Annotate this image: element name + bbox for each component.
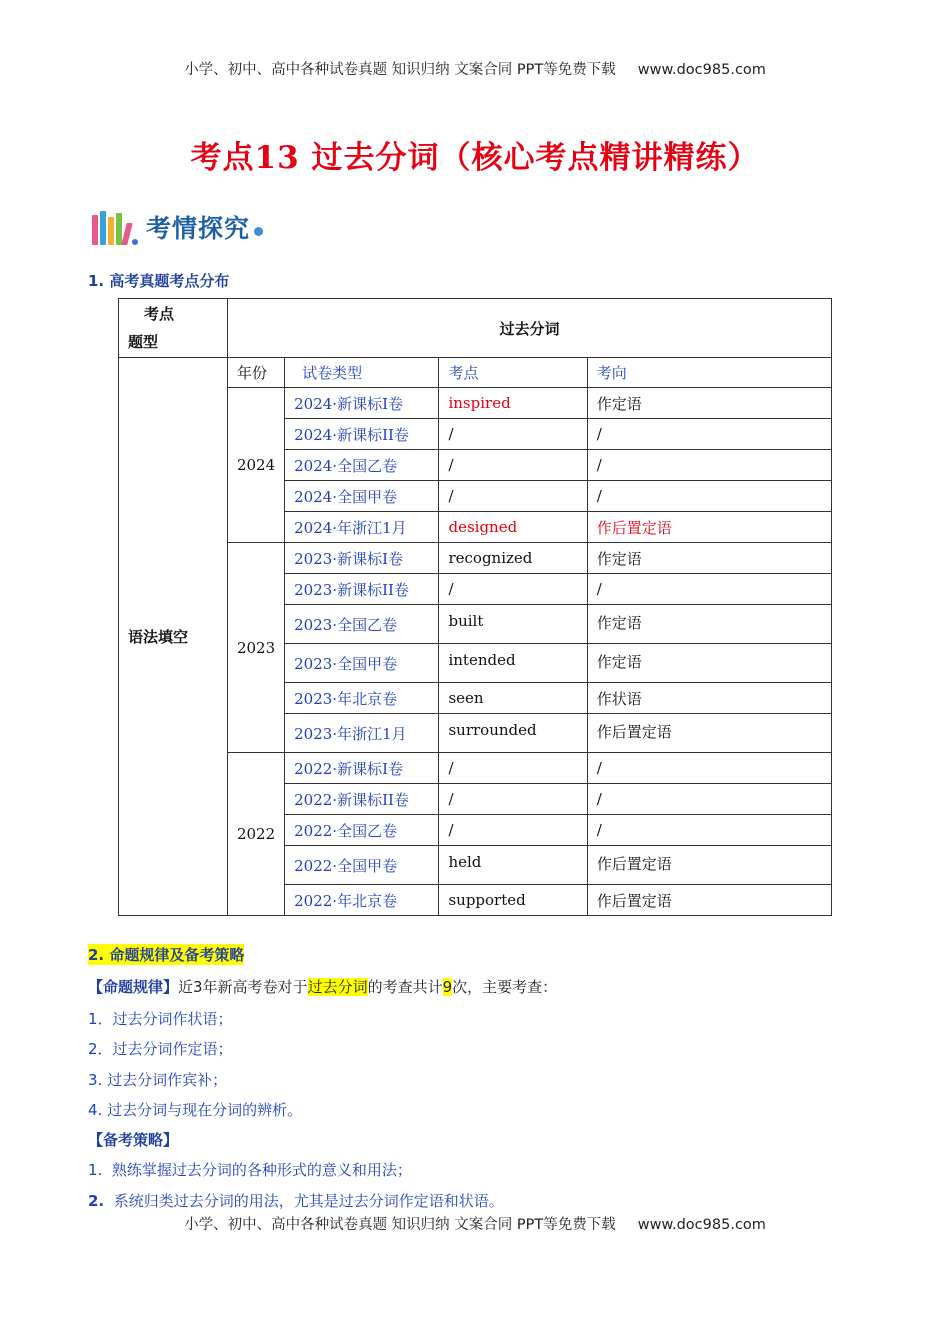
footer-text: 小学、初中、高中各种试卷真题 知识归纳 文案合同 PPT等免费下载 (184, 1217, 616, 1233)
paper-type-cell: 2023·年浙江1月 (285, 714, 439, 753)
column-header: 年份 (227, 358, 284, 388)
test-direction-cell: / (587, 481, 831, 512)
test-direction-cell: 作定语 (587, 644, 831, 683)
section-badge (92, 205, 263, 249)
year-cell: 2023 (227, 543, 284, 753)
main-header-cell: 过去分词 (227, 299, 831, 358)
year-cell: 2024 (227, 388, 284, 543)
test-direction-cell: / (587, 784, 831, 815)
page-header (0, 58, 950, 79)
strategy-item (88, 1159, 412, 1180)
test-direction-cell: / (587, 753, 831, 784)
paper-type-cell: 2022·新课标I卷 (285, 753, 439, 784)
paper-type-cell: 2024·年浙江1月 (285, 512, 439, 543)
paper-type-cell: 2023·新课标II卷 (285, 574, 439, 605)
section2-heading: 2. 命题规律及备考策略 (88, 946, 245, 964)
test-direction-cell: 作定语 (587, 605, 831, 644)
column-header: 考向 (587, 358, 831, 388)
test-point-cell: / (439, 450, 587, 481)
paper-type-cell: 2022·全国甲卷 (285, 846, 439, 885)
test-direction-cell: 作后置定语 (587, 512, 831, 543)
header-site-link[interactable]: www.doc985.com (637, 62, 766, 78)
column-header: 试卷类型 (285, 358, 439, 388)
rule-label: 【命题规律】 (88, 978, 179, 996)
strategy-label-text: 【备考策略】 (88, 1131, 179, 1149)
corner-header-cell (119, 299, 228, 358)
corner-bottom-label: 题型 (128, 333, 159, 351)
test-point-cell: held (439, 846, 587, 885)
rule-paragraph (88, 976, 557, 997)
test-direction-cell: / (587, 815, 831, 846)
strategy-label (88, 1129, 178, 1150)
rule-item: 1．过去分词作状语； (88, 1010, 233, 1028)
test-direction-cell: / (587, 419, 831, 450)
books-icon (92, 209, 140, 245)
page-footer (0, 1213, 950, 1234)
column-header: 考点 (439, 358, 587, 388)
rule-post: 次，主要考查： (452, 978, 558, 996)
paper-type-cell: 2022·新课标II卷 (285, 784, 439, 815)
test-point-cell: seen (439, 683, 587, 714)
strategy-item-text: 系统归类过去分词的用法，尤其是过去分词作定语和状语。 (113, 1192, 504, 1210)
test-point-cell: / (439, 753, 587, 784)
page-title: 考点13 过去分词（核心考点精讲精练） (190, 140, 760, 176)
paper-type-cell: 2022·年北京卷 (285, 885, 439, 916)
rule-item: 3. 过去分词作宾补； (88, 1071, 228, 1089)
test-point-cell: / (439, 481, 587, 512)
test-point-cell: inspired (439, 388, 587, 419)
strategy-item (88, 1190, 504, 1211)
test-point-cell: / (439, 784, 587, 815)
test-direction-cell: 作后置定语 (587, 846, 831, 885)
paper-type-cell: 2023·年北京卷 (285, 683, 439, 714)
test-point-cell: intended (439, 644, 587, 683)
badge-dot-icon (254, 227, 263, 236)
badge-label: 考情探究 (146, 214, 251, 243)
test-point-cell: recognized (439, 543, 587, 574)
strategy-item-text: 熟练掌握过去分词的各种形式的意义和用法； (111, 1161, 412, 1179)
row-header-cell: 语法填空 (119, 358, 228, 916)
corner-top-label: 考点 (144, 305, 175, 323)
rule-item: 4. 过去分词与现在分词的辨析。 (88, 1101, 303, 1119)
test-point-cell: / (439, 574, 587, 605)
test-direction-cell: 作后置定语 (587, 885, 831, 916)
test-point-cell: / (439, 815, 587, 846)
strategy-item-num: 1. (88, 1161, 103, 1179)
test-point-cell: / (439, 419, 587, 450)
strategy-item-num: 2. (88, 1192, 105, 1210)
test-point-cell: built (439, 605, 587, 644)
section1-heading: 1. 高考真题考点分布 (88, 272, 230, 290)
test-direction-cell: 作后置定语 (587, 714, 831, 753)
rule-pre: 近3年新高考卷对于 (178, 978, 308, 996)
rule-item: 2．过去分词作定语； (88, 1040, 233, 1058)
paper-type-cell: 2023·新课标I卷 (285, 543, 439, 574)
header-text: 小学、初中、高中各种试卷真题 知识归纳 文案合同 PPT等免费下载 (184, 62, 616, 78)
rule-highlight: 过去分词 (307, 978, 368, 996)
paper-type-cell: 2022·全国乙卷 (285, 815, 439, 846)
paper-type-cell: 2024·新课标I卷 (285, 388, 439, 419)
year-cell: 2022 (227, 753, 284, 916)
test-direction-cell: 作定语 (587, 388, 831, 419)
column-header-row (119, 358, 832, 388)
test-point-cell: designed (439, 512, 587, 543)
test-point-cell: surrounded (439, 714, 587, 753)
rule-count: 9 (442, 978, 453, 996)
paper-type-cell: 2024·新课标II卷 (285, 419, 439, 450)
test-direction-cell: 作定语 (587, 543, 831, 574)
exam-distribution-table (118, 298, 832, 916)
test-point-cell: supported (439, 885, 587, 916)
paper-type-cell: 2024·全国甲卷 (285, 481, 439, 512)
test-direction-cell: 作状语 (587, 683, 831, 714)
paper-type-cell: 2023·全国乙卷 (285, 605, 439, 644)
paper-type-cell: 2024·全国乙卷 (285, 450, 439, 481)
rule-mid: 的考查共计 (367, 978, 443, 996)
paper-type-cell: 2023·全国甲卷 (285, 644, 439, 683)
test-direction-cell: / (587, 574, 831, 605)
test-direction-cell: / (587, 450, 831, 481)
footer-site-link[interactable]: www.doc985.com (637, 1217, 766, 1233)
